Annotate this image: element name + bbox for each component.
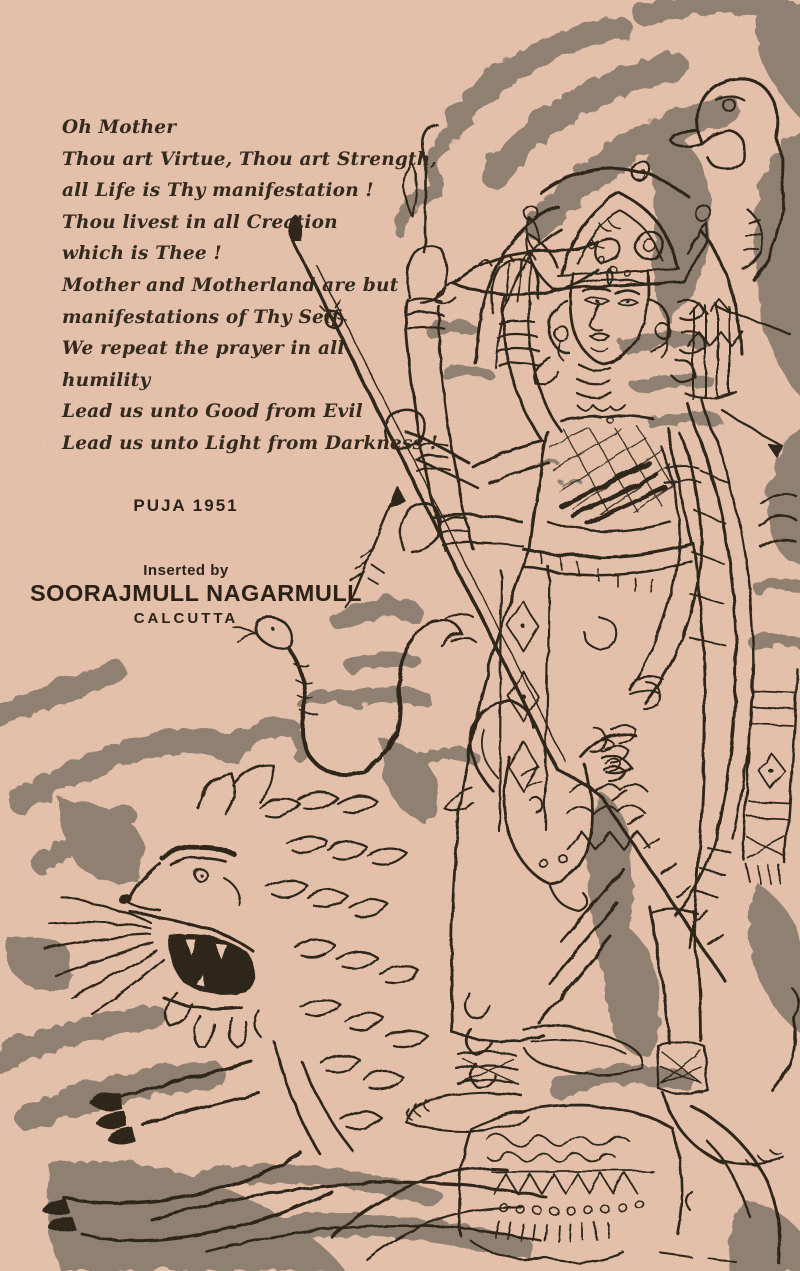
poem-line: humility: [62, 369, 151, 391]
poem-line: Lead us unto Good from Evil: [62, 401, 363, 423]
inserted-by-text: Inserted by: [143, 562, 229, 579]
poem-line: We repeat the prayer in all: [62, 338, 345, 360]
poem: [62, 112, 439, 460]
occasion-text: PUJA 1951: [133, 496, 239, 515]
advertiser-name: SOORAJMULL NAGARMULL: [30, 580, 363, 606]
poem-line: Thou art Virtue, Thou art Strength,: [62, 148, 438, 170]
poem-line: Lead us unto Light from Darkness !: [62, 432, 439, 454]
poem-line: which is Thee !: [62, 243, 222, 265]
advertiser-city: CALCUTTA: [133, 610, 239, 627]
poem-line: Mother and Motherland are but: [62, 274, 399, 296]
poem-line: Oh Mother: [62, 117, 177, 138]
poem-line: Thou livest in all Creation: [62, 211, 338, 233]
poem-line: manifestations of Thy Self: [62, 306, 340, 328]
poem-line: all Life is Thy manifestation !: [62, 180, 374, 202]
imprint-block: [30, 488, 363, 638]
